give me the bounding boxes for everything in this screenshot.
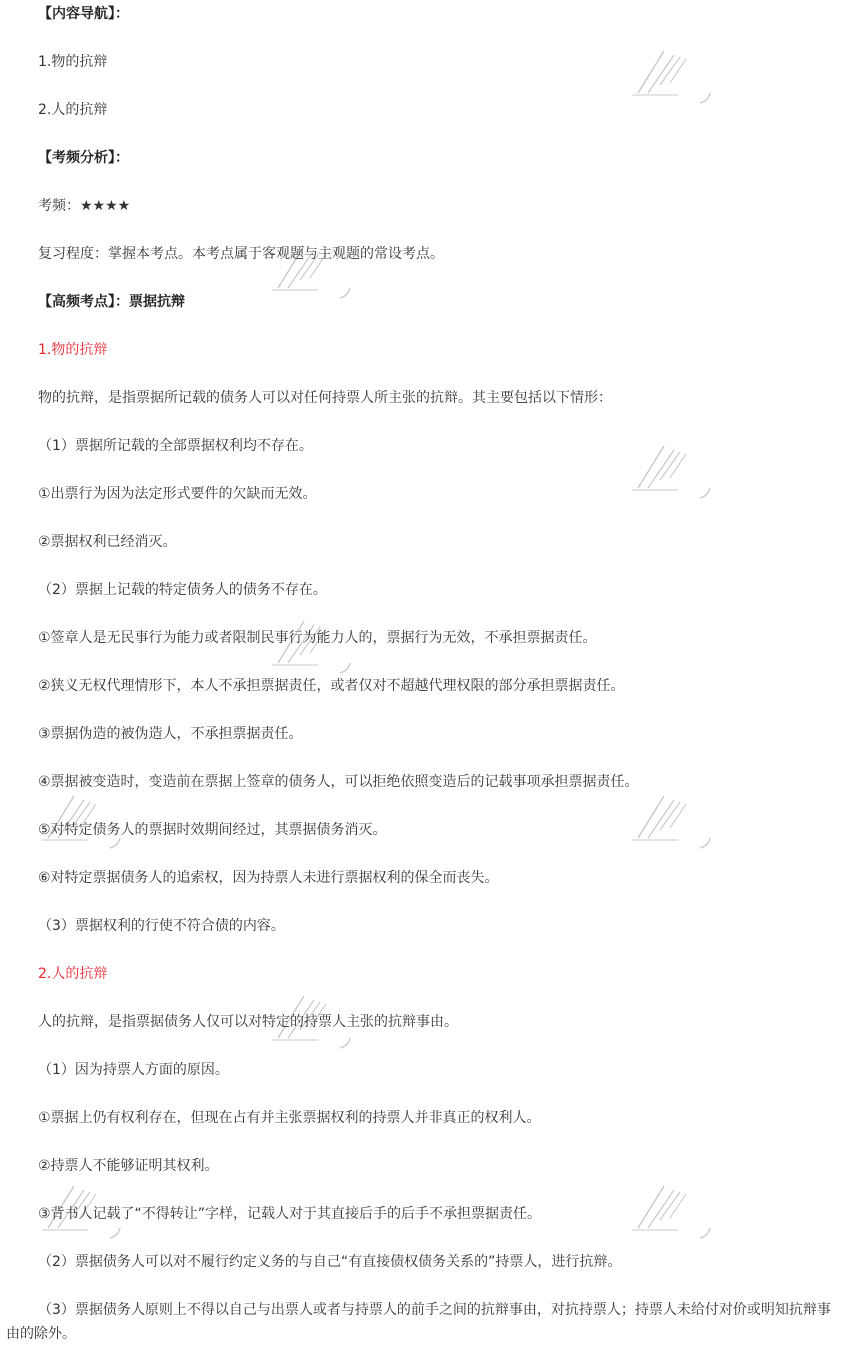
section2-title: 2.人的抗辩 (38, 966, 108, 982)
section1-p2-item: ⑥对特定票据债务人的追索权，因为持票人未进行票据权利的保全而丧失。 (38, 870, 499, 886)
section1-p2: （2）票据上记载的特定债务人的债务不存在。 (38, 582, 327, 598)
nav-item-2: 2.人的抗辩 (38, 102, 108, 118)
section1-title: 1.物的抗辩 (38, 342, 108, 358)
watermark-mark (630, 440, 720, 505)
freq-rating (38, 196, 130, 216)
nav-item-1: 1.物的抗辩 (38, 54, 108, 70)
nav-heading: 【内容导航】： (38, 6, 129, 22)
watermark-mark (630, 1180, 720, 1245)
section1-p1: （1）票据所记载的全部票据权利均不存在。 (38, 438, 313, 454)
section2-intro: 人的抗辩，是指票据债务人仅可以对特定的持票人主张的抗辩事由。 (38, 1014, 458, 1030)
section1-p3: （3）票据权利的行使不符合债的内容。 (38, 918, 285, 934)
section2-p1-item: ②持票人不能够证明其权利。 (38, 1158, 219, 1174)
freq-heading: 【考频分析】： (38, 150, 129, 166)
section1-p1-item: ①出票行为因为法定形式要件的欠缺而无效。 (38, 486, 317, 502)
freq-rating-label: 考频： (38, 198, 80, 214)
section1-p2-item: ④票据被变造时，变造前在票据上签章的债务人，可以拒绝依照变造后的记载事项承担票据责任。 (38, 774, 639, 790)
watermark-mark (630, 45, 720, 110)
section1-p2-item: ⑤对特定债务人的票据时效期间经过，其票据债务消灭。 (38, 822, 387, 838)
section2-p1-item: ①票据上仍有权利存在，但现在占有并主张票据权利的持票人并非真正的权利人。 (38, 1110, 541, 1126)
section1-intro: 物的抗辩，是指票据所记载的债务人可以对任何持票人所主张的抗辩。其主要包括以下情形： (38, 390, 612, 406)
section2-p1: （1）因为持票人方面的原因。 (38, 1062, 229, 1078)
watermark-mark (630, 790, 720, 855)
section2-p1-item: ③背书人记载了“不得转让”字样，记载人对于其直接后手的后手不承担票据责任。 (38, 1206, 542, 1222)
freq-stars: ★★★★ (80, 198, 131, 214)
section1-p2-item: ③票据伪造的被伪造人，不承担票据责任。 (38, 726, 303, 742)
section2-p2: （2）票据债务人可以对不履行约定义务的与自己“有直接债权债务关系的”持票人，进行抗辩。 (38, 1254, 622, 1270)
section1-p2-item: ①签章人是无民事行为能力或者限制民事行为能力人的，票据行为无效，不承担票据责任。 (38, 630, 597, 646)
section2-p3: （3）票据债务人原则上不得以自己与出票人或者与持票人的前手之间的抗辩事由，对抗持票人；持票人未给付对价或明知抗辩事由的除外。 (6, 1302, 831, 1342)
section1-p1-item: ②票据权利已经消灭。 (38, 534, 177, 550)
key-point-heading: 【高频考点】：票据抗辩 (38, 294, 185, 310)
freq-review: 复习程度：掌握本考点。本考点属于客观题与主观题的常设考点。 (38, 246, 444, 262)
section1-p2-item: ②狭义无权代理情形下，本人不承担票据责任，或者仅对不超越代理权限的部分承担票据责任。 (38, 678, 625, 694)
